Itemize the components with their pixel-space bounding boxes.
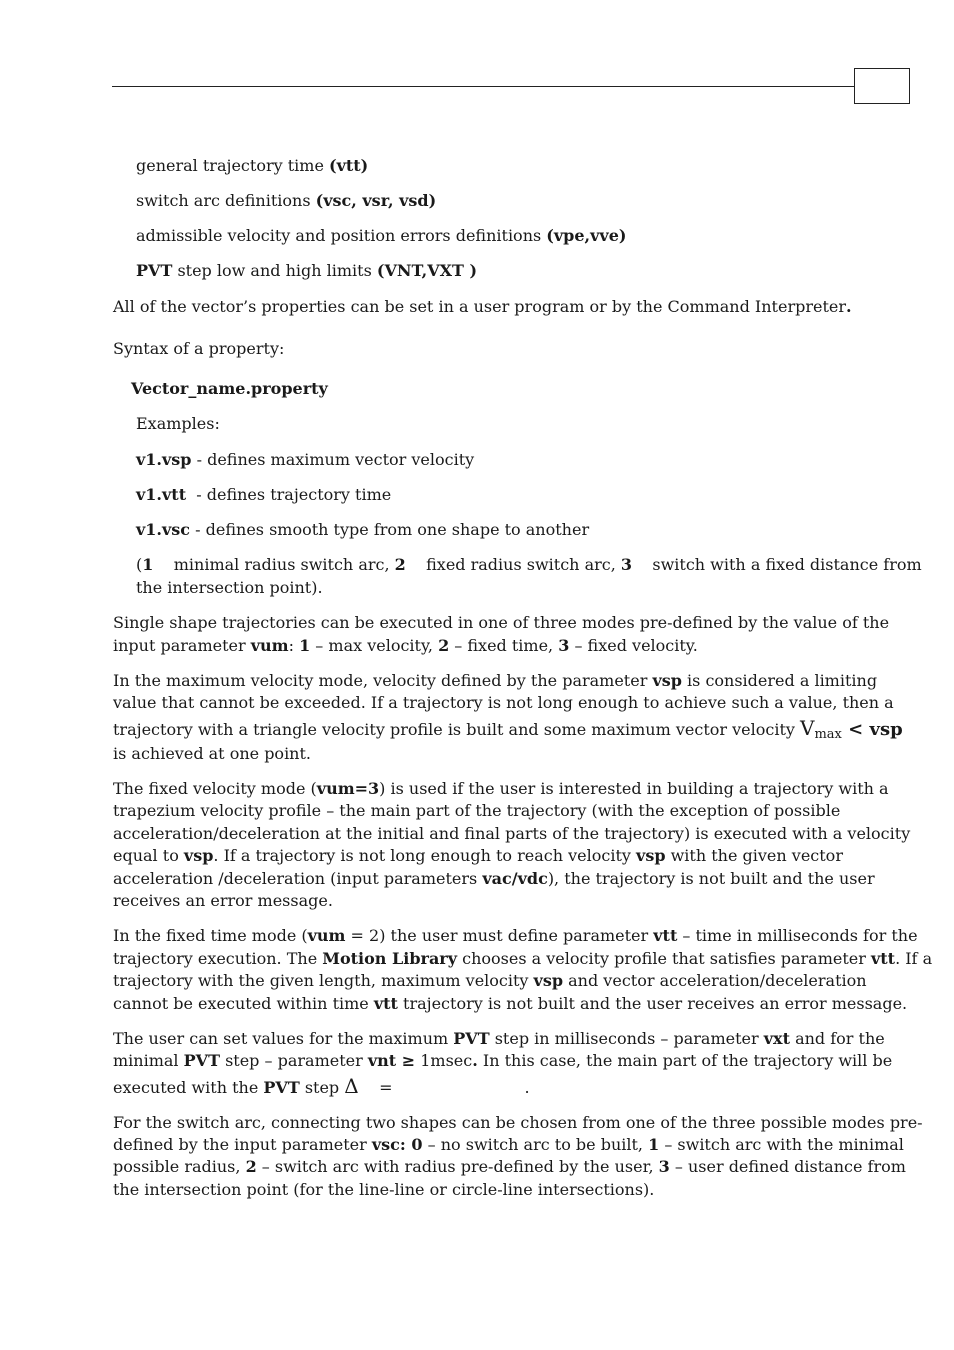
fixed-velocity-line: trapezium velocity profile – the main part of the trajectory (with the exception of possible	[113, 801, 841, 820]
list-item: admissible velocity and position errors definitions (vpe,vve)	[136, 226, 627, 245]
fixed-time-line: In the fixed time mode (vum = 2) the user must define parameter vtt – time in milliseconds for the	[113, 926, 918, 945]
syntax-form: Vector_name.property	[131, 379, 328, 398]
intro-paragraph: All of the vector’s properties can be set in a user program or by the Command Interpreter.	[113, 297, 852, 316]
max-velocity-line: trajectory with a triangle velocity profile is built and some maximum vector velocity $V_{max}$ < vsp	[113, 716, 903, 742]
pvt-line: The user can set values for the maximum PVT step in milliseconds – parameter vxt and for the	[113, 1029, 885, 1048]
syntax-label: Syntax of a property:	[113, 339, 285, 358]
switch-arc-line: For the switch arc, connecting two shapes can be chosen from one of the three possible modes pre-	[113, 1113, 923, 1132]
modes-note: (1 minimal radius switch arc, 2 fixed radius switch arc, 3 switch with a fixed distance from	[136, 555, 922, 574]
switch-arc-line: the intersection point (for the line-line or circle-line intersections).	[113, 1180, 655, 1199]
fixed-velocity-line: receives an error message.	[113, 891, 333, 910]
pvt-line: executed with the PVT step Δ = .	[113, 1074, 530, 1098]
fixed-velocity-line: acceleration/deceleration at the initial and final parts of the trajectory) is executed with a velocity	[113, 824, 911, 843]
fixed-velocity-line: equal to vsp. If a trajectory is not long enough to reach velocity vsp with the given vector	[113, 846, 843, 865]
list-item: PVT step low and high limits (VNT,VXT )	[136, 261, 478, 280]
list-item: general trajectory time (vtt)	[136, 156, 369, 175]
fixed-time-line: trajectory execution. The Motion Library chooses a velocity profile that satisfies parameter vtt. If a	[113, 949, 933, 968]
example-item: v1.vtt - defines trajectory time	[136, 485, 392, 504]
fixed-time-line: trajectory with the given length, maximum velocity vsp and vector acceleration/deceleration	[113, 971, 867, 990]
switch-arc-line: defined by the input parameter vsc: 0 – no switch arc to be built, 1 – switch arc with the minimal	[113, 1135, 904, 1154]
fixed-velocity-line: acceleration /deceleration (input parameters vac/vdc), the trajectory is not built and the user	[113, 869, 875, 888]
fixed-time-line: cannot be executed within time vtt trajectory is not built and the user receives an error message.	[113, 994, 908, 1013]
fixed-velocity-line: The fixed velocity mode (vum=3) is used if the user is interested in building a trajectory with a	[113, 779, 889, 798]
max-velocity-line: value that cannot be exceeded. If a trajectory is not long enough to achieve such a value, then a	[113, 693, 894, 712]
example-item: v1.vsc - defines smooth type from one shape to another	[136, 520, 590, 539]
single-shape-line: input parameter vum: 1 – max velocity, 2 – fixed time, 3 – fixed velocity.	[113, 636, 698, 655]
max-velocity-line: In the maximum velocity mode, velocity defined by the parameter vsp is considered a limiting	[113, 671, 878, 690]
modes-note-line2: the intersection point).	[136, 578, 323, 597]
header-rule	[112, 86, 855, 87]
max-velocity-line: is achieved at one point.	[113, 744, 311, 763]
single-shape-line: Single shape trajectories can be executed in one of three modes pre-defined by the value of the	[113, 613, 890, 632]
pvt-line: minimal PVT step – parameter vnt ≥ 1msec. In this case, the main part of the trajectory will be	[113, 1051, 893, 1070]
page-number-box	[854, 68, 910, 104]
example-item: v1.vsp - defines maximum vector velocity	[136, 450, 475, 469]
list-item: switch arc definitions (vsc, vsr, vsd)	[136, 191, 437, 210]
switch-arc-line: possible radius, 2 – switch arc with radius pre-defined by the user, 3 – user defined distance from	[113, 1157, 906, 1176]
examples-label: Examples:	[136, 414, 220, 433]
